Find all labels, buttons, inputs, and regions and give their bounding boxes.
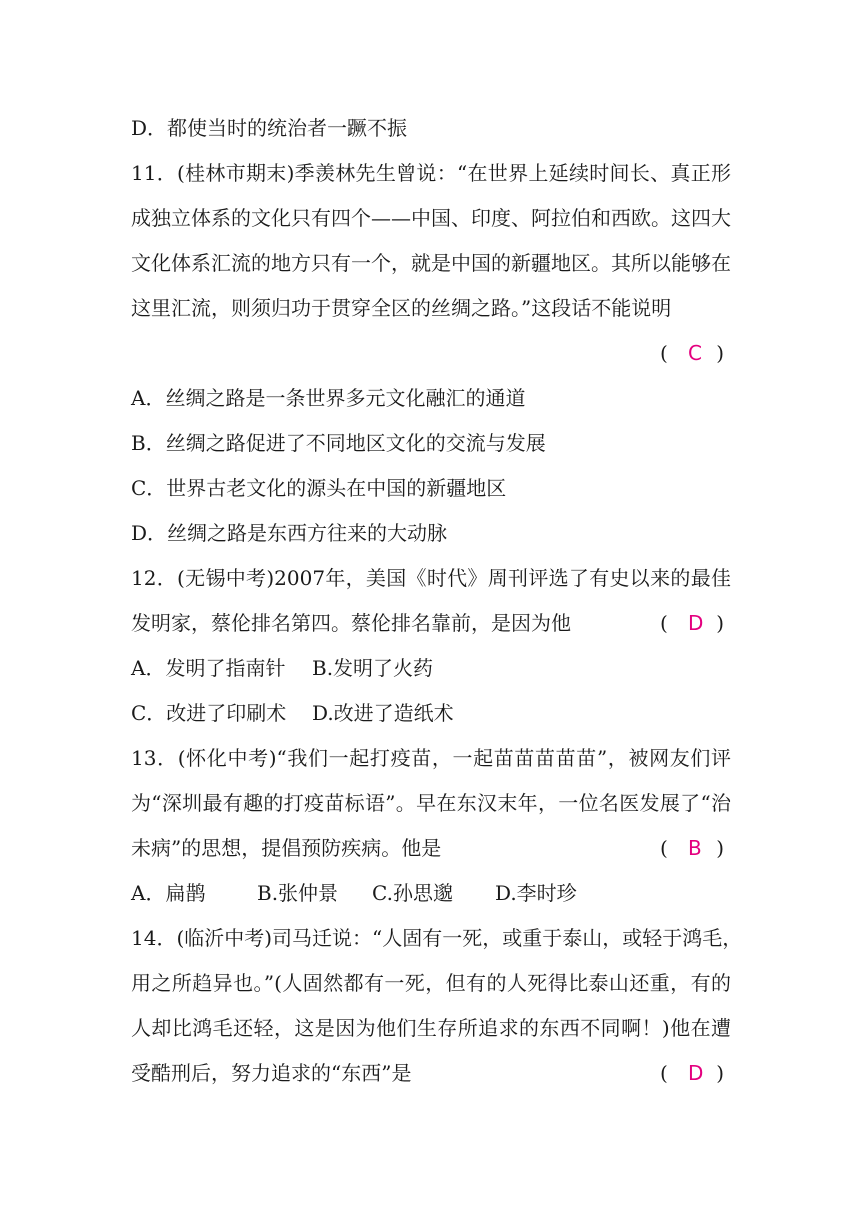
q14-stem-line-3: 人却比鸿毛还轻，这是因为他们生存所追求的东西不同啊！)他在遭 [131, 1016, 731, 1040]
q13-stem-line-2: 为“深圳最有趣的打疫苗标语”。早在东汉末年，一位名医发展了“治 [131, 791, 731, 815]
q11-stem-line-2: 成独立体系的文化只有四个——中国、印度、阿拉伯和西欧。这四大 [131, 206, 731, 230]
q13-option-c: C.孙思邈 [372, 881, 453, 905]
q12-answer: D [688, 611, 704, 635]
open-paren: ( [660, 1061, 668, 1085]
q12-option-d: D.改进了造纸术 [312, 701, 454, 725]
q13-answer: B [688, 836, 702, 860]
close-paren: ) [716, 611, 724, 635]
close-paren: ) [716, 341, 724, 365]
q14-answer: D [688, 1061, 704, 1085]
q14-stem-line-2: 用之所趋异也。”(人固然都有一死，但有的人死得比泰山还重，有的 [131, 971, 731, 995]
q11-stem-line-4: 这里汇流，则须归功于贯穿全区的丝绸之路。”这段话不能说明 [131, 296, 672, 320]
q10-option-d: D．都使当时的统治者一蹶不振 [131, 116, 408, 140]
q13-stem-line-1: 13．(怀化中考)“我们一起打疫苗，一起苗苗苗苗苗”，被网友们评 [131, 746, 731, 770]
open-paren: ( [660, 341, 668, 365]
q11-stem-line-1: 11．(桂林市期末)季羡林先生曾说：“在世界上延续时间长、真正形 [131, 161, 731, 185]
open-paren: ( [660, 611, 668, 635]
q14-stem-line-1: 14．(临沂中考)司马迁说：“人固有一死，或重于泰山，或轻于鸿毛， [131, 926, 743, 950]
open-paren: ( [660, 836, 668, 860]
q11-stem-line-3: 文化体系汇流的地方只有一个，就是中国的新疆地区。其所以能够在 [131, 251, 731, 275]
q13-option-a: A．扁鹊 [131, 881, 206, 905]
q12-option-a: A．发明了指南针 [131, 656, 286, 680]
q11-option-d: D．丝绸之路是东西方往来的大动脉 [131, 521, 448, 545]
q14-stem-line-4: 受酷刑后，努力追求的“东西”是 [131, 1061, 412, 1085]
q11-option-b: B．丝绸之路促进了不同地区文化的交流与发展 [131, 431, 546, 455]
q13-option-d: D.李时珍 [495, 881, 577, 905]
close-paren: ) [716, 836, 724, 860]
close-paren: ) [716, 1061, 724, 1085]
q12-stem-line-2: 发明家，蔡伦排名第四。蔡伦排名靠前，是因为他 [131, 611, 571, 635]
q13-stem-line-3: 未病”的思想，提倡预防疾病。他是 [131, 836, 442, 860]
q12-option-b: B.发明了火药 [312, 656, 434, 680]
q12-option-c: C．改进了印刷术 [131, 701, 287, 725]
q11-answer: C [688, 341, 702, 365]
q11-option-a: A．丝绸之路是一条世界多元文化融汇的通道 [131, 386, 526, 410]
q13-option-b: B.张仲景 [257, 881, 339, 905]
q11-option-c: C．世界古老文化的源头在中国的新疆地区 [131, 476, 507, 500]
q12-stem-line-1: 12．(无锡中考)2007年，美国《时代》周刊评选了有史以来的最佳 [131, 566, 731, 590]
